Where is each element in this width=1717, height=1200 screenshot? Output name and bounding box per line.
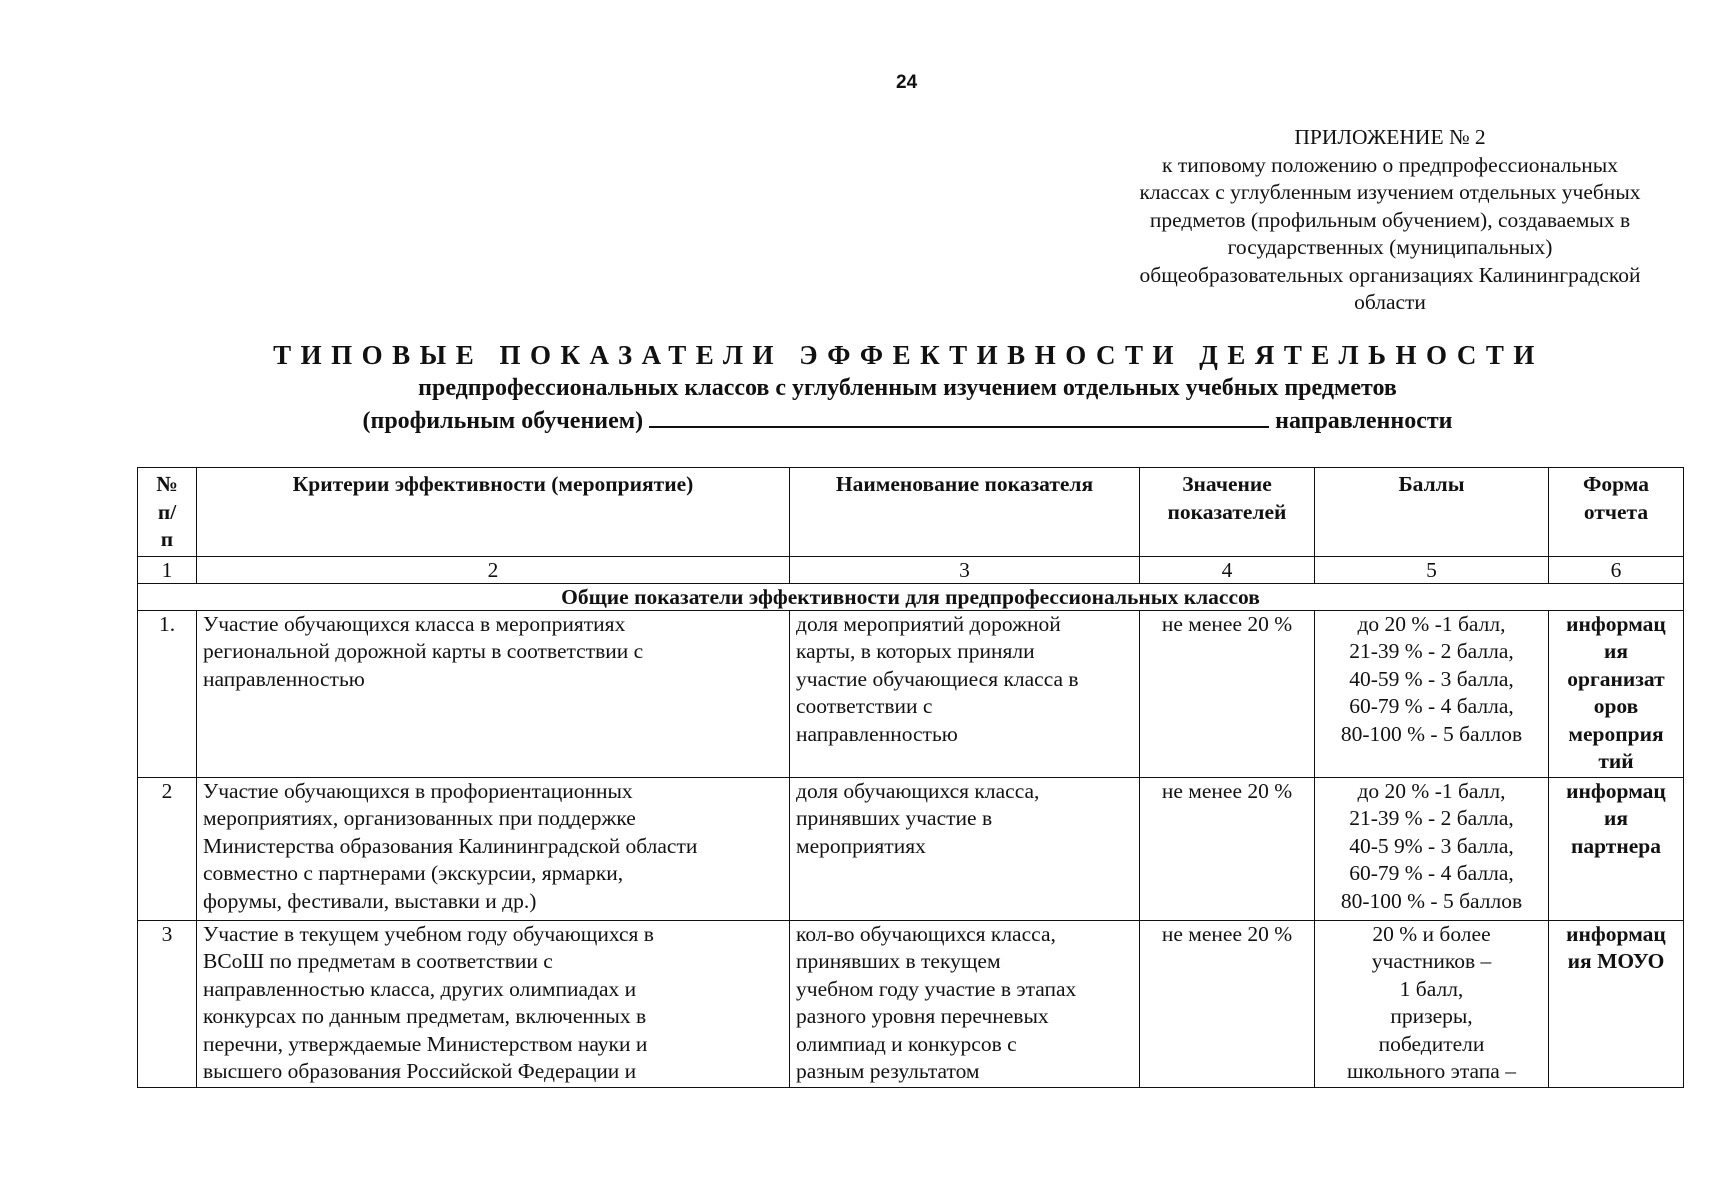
cell-line: разного уровня перечневых (796, 1004, 1049, 1028)
cell-line: ия МОУО (1567, 949, 1665, 973)
cell-line: совместно с партнерами (экскурсии, ярмарки, (203, 861, 624, 885)
cell-line: до 20 % -1 балл, (1357, 611, 1506, 636)
cell-line: Министерства образования Калининградской области (203, 833, 698, 858)
cell-line: участников – (1371, 949, 1492, 973)
criteria-cell (197, 777, 790, 920)
header-cell-number (138, 468, 197, 557)
appendix-line: предметов (профильным обучением), создаваемых в (1149, 207, 1631, 232)
cell-line: 60-79 % - 4 балла, (1349, 694, 1514, 718)
header-text: Баллы (1398, 472, 1465, 496)
column-number: 1 (138, 556, 197, 583)
cell-line: школьного этапа – (1347, 1059, 1516, 1083)
appendix-line: к типовому положению о предпрофессиональных (1162, 152, 1618, 177)
column-number: 5 (1315, 556, 1549, 583)
cell-line: 80-100 % - 5 баллов (1340, 721, 1523, 746)
report-cell (1549, 610, 1684, 777)
subtitle-before-blank: (профильным обучением) (362, 408, 644, 434)
cell-line: мероприятиях, организованных при поддержке (203, 806, 636, 830)
cell-line: 60-79 % - 4 балла, (1349, 861, 1514, 885)
cell-line: информац (1566, 778, 1666, 803)
column-number: 6 (1549, 556, 1684, 583)
document-heading (0, 338, 1717, 437)
table-row (138, 777, 1684, 920)
cell-line: организат (1567, 666, 1665, 691)
document-subtitle-line2 (98, 404, 1717, 437)
cell-line: Участие в текущем учебном году обучающихся в (203, 921, 654, 946)
cell-line: 21-39 % - 2 балла, (1349, 639, 1514, 663)
row-number: 3 (138, 920, 197, 1087)
cell-line: 1 балл, (1399, 976, 1464, 1001)
cell-line: Участие обучающихся класса в мероприятиях (203, 611, 626, 636)
header-cell-value (1140, 468, 1315, 557)
header-text: Форма (1582, 472, 1650, 496)
header-text: Наименование показателя (835, 472, 1094, 496)
document-subtitle: предпрофессиональных классов с углубленным изучением отдельных учебных предметов (418, 375, 1397, 401)
cell-line: высшего образования Российской Федерации и (203, 1059, 637, 1083)
column-number: 3 (790, 556, 1140, 583)
header-text: отчета (1583, 499, 1649, 524)
indicator-cell (790, 610, 1140, 777)
subtitle-after-blank: направленности (1275, 408, 1453, 434)
appendix-line: области (1354, 290, 1426, 314)
indicator-cell (790, 920, 1140, 1087)
cell-line: ВСоШ по предметам в соответствии с (203, 949, 553, 973)
cell-line: информац (1566, 921, 1666, 946)
cell-line: направленностью класса, других олимпиадах и (203, 976, 637, 1001)
cell-line: принявших в текущем (796, 949, 1001, 973)
cell-line: карты, в которых приняли (796, 639, 1035, 663)
cell-line: региональной дорожной карты в соответствии с (203, 639, 644, 663)
appendix-line: классах с углубленным изучением отдельных учебных (1139, 180, 1641, 204)
document-title: ТИПОВЫЕ ПОКАЗАТЕЛИ ЭФФЕКТИВНОСТИ ДЕЯТЕЛЬНОСТИ (273, 340, 1544, 370)
cell-line: 21-39 % - 2 балла, (1349, 806, 1514, 830)
cell-line: конкурсах по данным предметам, включенных в (203, 1004, 647, 1028)
cell-line: направленностью (203, 666, 365, 691)
cell-line: форумы, фестивали, выставки и др.) (203, 888, 537, 913)
column-number: 2 (197, 556, 790, 583)
cell-line: оров (1593, 694, 1639, 718)
cell-line: 80-100 % - 5 баллов (1340, 888, 1523, 913)
page-number: 24 (896, 72, 918, 93)
cell-line: перечни, утверждаемые Министерством науки и (203, 1031, 648, 1056)
report-cell (1549, 920, 1684, 1087)
criteria-cell (197, 610, 790, 777)
header-cell-criteria (197, 468, 790, 557)
cell-line: победители (1378, 1031, 1485, 1056)
fill-in-blank (649, 404, 1269, 428)
column-number-row (138, 556, 1684, 583)
cell-line: учебном году участие в этапах (796, 976, 1077, 1001)
cell-line: принявших участие в (796, 806, 993, 830)
row-number: 1. (138, 610, 197, 777)
header-text: п (160, 527, 174, 551)
header-cell-indicator (790, 468, 1140, 557)
header-cell-points (1315, 468, 1549, 557)
appendix-line: ПРИЛОЖЕНИЕ № 2 (1294, 125, 1486, 149)
appendix-block (1060, 124, 1717, 317)
report-cell (1549, 777, 1684, 920)
points-cell (1315, 777, 1549, 920)
cell-line: мероприя (1568, 721, 1664, 746)
row-number: 2 (138, 777, 197, 920)
appendix-line: государственных (муниципальных) (1227, 235, 1553, 259)
section-title: Общие показатели эффективности для предпрофессиональных классов (138, 583, 1684, 610)
indicators-table (137, 467, 1684, 1088)
cell-line: разным результатом (796, 1059, 980, 1083)
cell-line: мероприятиях (796, 833, 926, 858)
cell-line: 40-59 % - 3 балла, (1349, 666, 1514, 691)
cell-line: ия (1603, 639, 1629, 663)
header-text: Критерии эффективности (мероприятие) (292, 472, 694, 496)
cell-line: тий (1598, 749, 1634, 773)
cell-line: кол-во обучающихся класса, (796, 921, 1056, 946)
cell-line: партнера (1570, 833, 1661, 858)
header-text: № (156, 472, 178, 496)
header-text: Значение (1182, 472, 1272, 496)
cell-line: информац (1566, 611, 1666, 636)
points-cell (1315, 920, 1549, 1087)
value-cell: не менее 20 % (1140, 920, 1315, 1087)
cell-line: олимпиад и конкурсов с (796, 1031, 1017, 1056)
cell-line: 20 % и более (1372, 921, 1491, 946)
cell-line: участие обучающиеся класса в (796, 666, 1079, 691)
criteria-cell (197, 920, 790, 1087)
cell-line: соответствии с (796, 694, 933, 718)
cell-line: Участие обучающихся в профориентационных (203, 778, 633, 803)
points-cell (1315, 610, 1549, 777)
header-cell-report (1549, 468, 1684, 557)
table-row (138, 610, 1684, 777)
value-cell: не менее 20 % (1140, 610, 1315, 777)
cell-line: 40-5 9% - 3 балла, (1349, 833, 1514, 858)
cell-line: до 20 % -1 балл, (1357, 778, 1506, 803)
cell-line: призеры, (1390, 1004, 1473, 1028)
column-number: 4 (1140, 556, 1315, 583)
indicator-cell (790, 777, 1140, 920)
appendix-line: общеобразовательных организациях Калининградской (1139, 262, 1641, 287)
cell-line: доля обучающихся класса, (796, 778, 1040, 803)
header-text: показателей (1167, 499, 1287, 524)
value-cell: не менее 20 % (1140, 777, 1315, 920)
cell-line: доля мероприятий дорожной (796, 611, 1061, 636)
table-row (138, 920, 1684, 1087)
cell-line: ия (1603, 806, 1629, 830)
table-header-row (138, 468, 1684, 557)
section-row (138, 583, 1684, 610)
header-text: п/ (157, 499, 177, 524)
cell-line: направленностью (796, 721, 958, 746)
